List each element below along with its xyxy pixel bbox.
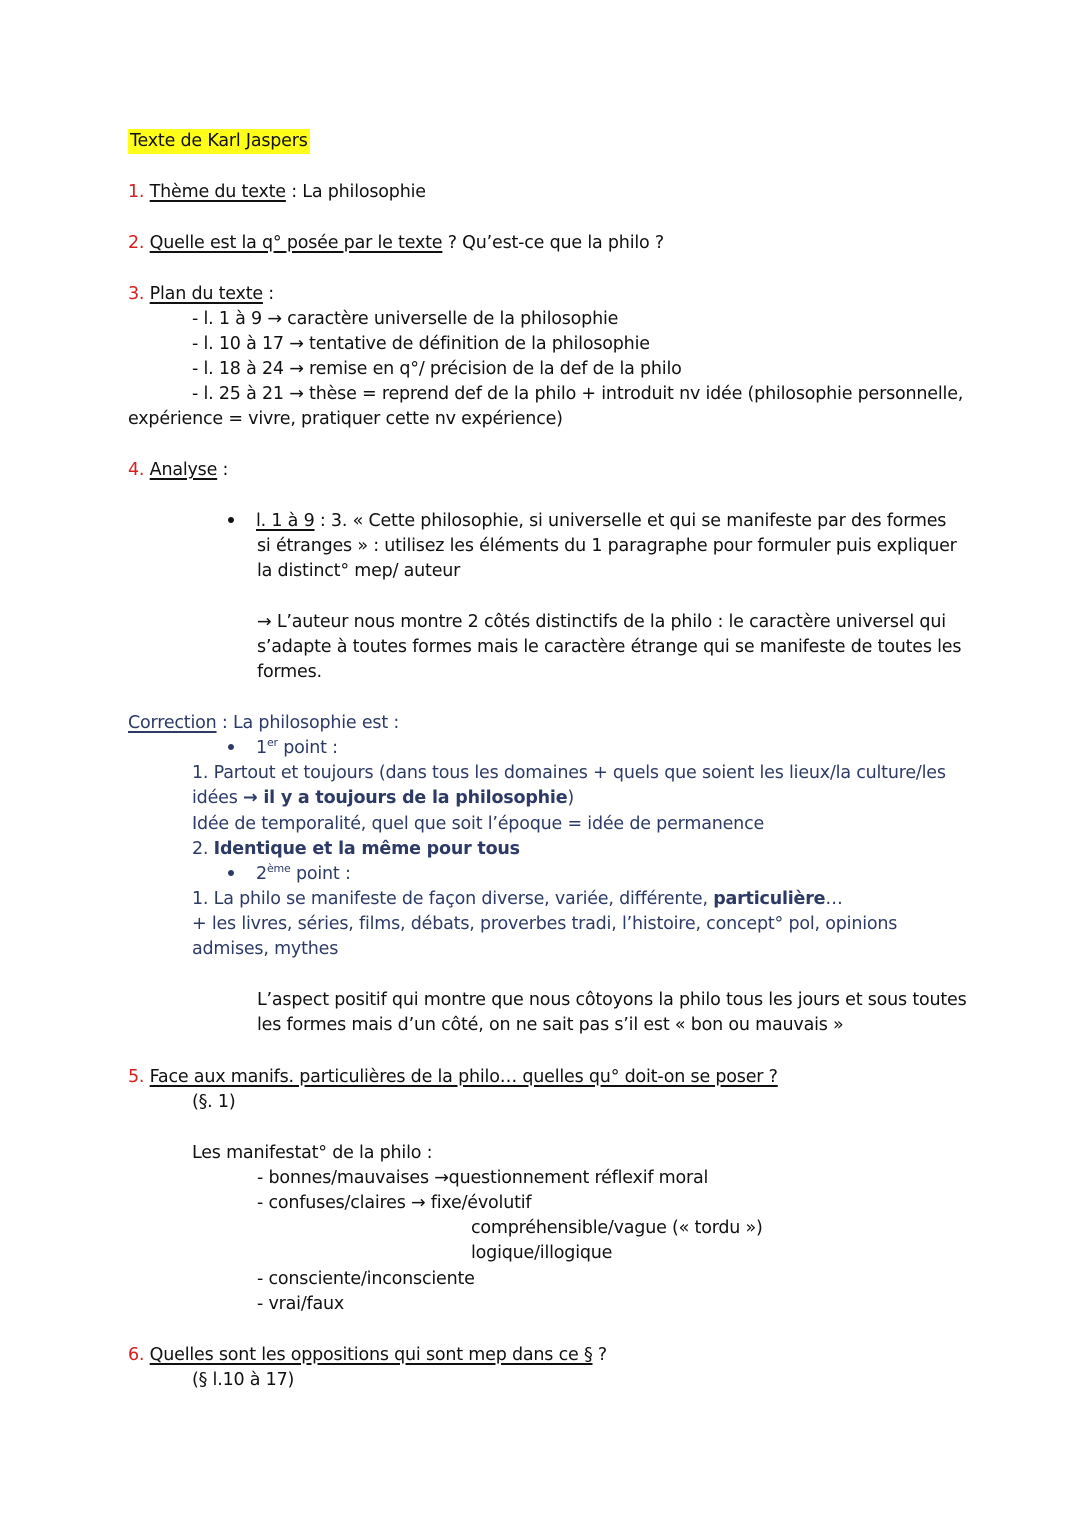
- correction-text: admises, mythes: [192, 939, 339, 959]
- plan-item-continuation: expérience = vivre, pratiquer cette nv expérience): [128, 409, 563, 429]
- question-number: 4.: [128, 460, 145, 480]
- point-number: 1: [256, 738, 267, 758]
- text-run: idées: [192, 788, 243, 808]
- title-highlight: Texte de Karl Jaspers: [128, 129, 310, 154]
- point-label: point :: [290, 864, 351, 884]
- correction-label: Correction: [128, 713, 217, 733]
- ordinal-suffix: ème: [266, 862, 291, 875]
- correction-text: + les livres, séries, films, débats, proverbes tradi, l’histoire, concept° pol, opinions: [192, 914, 898, 934]
- question-label: Plan du texte: [149, 284, 263, 304]
- label-colon: :: [217, 460, 229, 480]
- question-label: Thème du texte: [149, 182, 286, 202]
- question-label: Quelles sont les oppositions qui sont mep dans ce §: [149, 1345, 593, 1365]
- analysis-answer: → L’auteur nous montre 2 côtés distinctifs de la philo : le caractère universel qui: [257, 612, 946, 632]
- bullet-text: : 3. « Cette philosophie, si universelle et qui se manifeste par des formes: [314, 511, 947, 531]
- analysis-answer: s’adapte à toutes formes mais le caractère étrange qui se manifeste de toutes les: [257, 637, 962, 657]
- line-reference: l. 1 à 9: [256, 511, 315, 531]
- ordinal-suffix: er: [266, 736, 278, 749]
- correction-text: 1. Partout et toujours (dans tous les domaines + quels que soient les lieux/la culture/les: [192, 763, 946, 783]
- correction-intro: : La philosophie est :: [216, 713, 400, 733]
- question-number: 1.: [128, 182, 145, 202]
- plan-item: - l. 25 à 21 → thèse = reprend def de la philo + introduit nv idée (philosophie personnelle,: [192, 384, 964, 404]
- emphasis-text: particulière: [713, 889, 826, 909]
- plan-item: - l. 10 à 17 → tentative de définition de la philosophie: [192, 334, 650, 354]
- point-1-heading: [228, 736, 338, 761]
- label-colon: :: [262, 284, 274, 304]
- manifestation-subitem: compréhensible/vague (« tordu »): [471, 1218, 763, 1238]
- correction-text: [192, 837, 520, 862]
- point-2-heading: [228, 862, 351, 887]
- point-label: point :: [277, 738, 338, 758]
- question-answer: ? Qu’est-ce que la philo ?: [442, 233, 664, 253]
- text-run: 2.: [192, 839, 214, 859]
- question-mark: ?: [592, 1345, 607, 1365]
- emphasis-text: Identique et la même pour tous: [213, 839, 520, 859]
- question-6: [128, 1343, 607, 1368]
- document-title: [128, 129, 310, 154]
- correction-text: [192, 786, 574, 811]
- correction-heading: [128, 711, 399, 736]
- correction-conclusion: les formes mais d’un côté, on ne sait pas s’il est « bon ou mauvais »: [257, 1015, 844, 1035]
- question-label: Face aux manifs. particulières de la philo… quelles qu° doit-on se poser ?: [149, 1067, 778, 1087]
- question-5: [128, 1065, 778, 1090]
- plan-item: - l. 1 à 9 → caractère universelle de la philosophie: [192, 309, 619, 329]
- question-2: [128, 231, 664, 256]
- manifestation-item: - bonnes/mauvaises →questionnement réflexif moral: [257, 1168, 709, 1188]
- manifestation-item: - confuses/claires → fixe/évolutif: [257, 1193, 532, 1213]
- paragraph-reference: (§ l.10 à 17): [192, 1370, 295, 1390]
- emphasis-text: → il y a toujours de la philosophie: [242, 788, 568, 808]
- point-number: 2: [256, 864, 267, 884]
- question-number: 2.: [128, 233, 145, 253]
- paragraph-reference: (§. 1): [192, 1092, 236, 1112]
- plan-item: - l. 18 à 24 → remise en q°/ précision de la def de la philo: [192, 359, 682, 379]
- question-label: Analyse: [149, 460, 218, 480]
- question-number: 6.: [128, 1345, 145, 1365]
- text-run: ): [567, 788, 575, 808]
- question-1: [128, 180, 426, 205]
- bullet-icon: [228, 744, 234, 750]
- manifestation-item: - vrai/faux: [257, 1294, 345, 1314]
- text-run: …: [825, 889, 843, 909]
- bullet-text: la distinct° mep/ auteur: [257, 561, 461, 581]
- manifestation-item: - consciente/inconsciente: [257, 1269, 475, 1289]
- manifestation-subitem: logique/illogique: [471, 1243, 613, 1263]
- correction-conclusion: L’aspect positif qui montre que nous côtoyons la philo tous les jours et sous toutes: [257, 990, 967, 1010]
- question-number: 3.: [128, 284, 145, 304]
- analysis-bullet: [228, 509, 946, 534]
- question-answer: : La philosophie: [285, 182, 426, 202]
- correction-text: Idée de temporalité, quel que soit l’époque = idée de permanence: [192, 814, 765, 834]
- bullet-text: si étranges » : utilisez les éléments du 1 paragraphe pour formuler puis expliquer: [257, 536, 957, 556]
- analysis-answer: formes.: [257, 662, 322, 682]
- question-3: [128, 282, 274, 307]
- bullet-icon: [228, 517, 234, 523]
- question-4: [128, 458, 228, 483]
- question-number: 5.: [128, 1067, 145, 1087]
- bullet-icon: [228, 870, 234, 876]
- manifestations-intro: Les manifestat° de la philo :: [192, 1143, 433, 1163]
- text-run: 1. La philo se manifeste de façon diverse, variée, différente,: [192, 889, 714, 909]
- correction-text: [192, 887, 843, 912]
- question-label: Quelle est la q° posée par le texte: [149, 233, 443, 253]
